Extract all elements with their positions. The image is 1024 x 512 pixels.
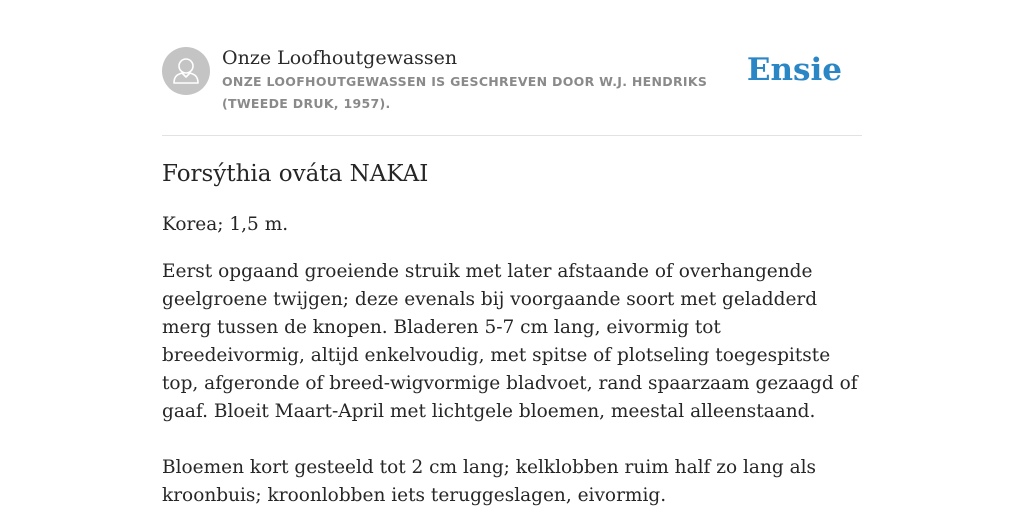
ensie-logo[interactable]: Ensie: [746, 52, 842, 88]
user-avatar-icon[interactable]: [162, 47, 210, 95]
entry-title: Forsýthia ováta NAKAI: [162, 161, 429, 187]
entry-paragraph-description: Eerst opgaand groeiende struik met later afstaande of overhangende geelgroene twijgen; deze evenals bij voorgaande soort met geladderd merg tussen de knopen. Bladeren 5-7 cm lang, eivormig tot breedeivormig, altijd enkelvoudig, met spitse of plotseling toegespitste top, afgeronde of breed-wigvormige bladvoet, rand spaarzaam gezaagd of gaaf. Bloeit Maart-April met lichtgele bloemen, meestal alleenstaand.: [162, 261, 858, 422]
book-description: ONZE LOOFHOUTGEWASSEN IS GESCHREVEN DOOR W.J. HENDRIKS (TWEEDE DRUK, 1957).: [222, 74, 708, 111]
entry-paragraph-origin: Korea; 1,5 m.: [162, 214, 289, 235]
page-header: [162, 46, 862, 116]
header-divider: [162, 135, 862, 136]
entry-paragraph-flowers: Bloemen kort gesteeld tot 2 cm lang; kelklobben ruim half zo lang als kroonbuis; kroonlobben iets teruggeslagen, eivormig.: [162, 457, 817, 506]
book-title[interactable]: Onze Loofhoutgewassen: [222, 47, 458, 69]
entry-content: [162, 158, 862, 510]
